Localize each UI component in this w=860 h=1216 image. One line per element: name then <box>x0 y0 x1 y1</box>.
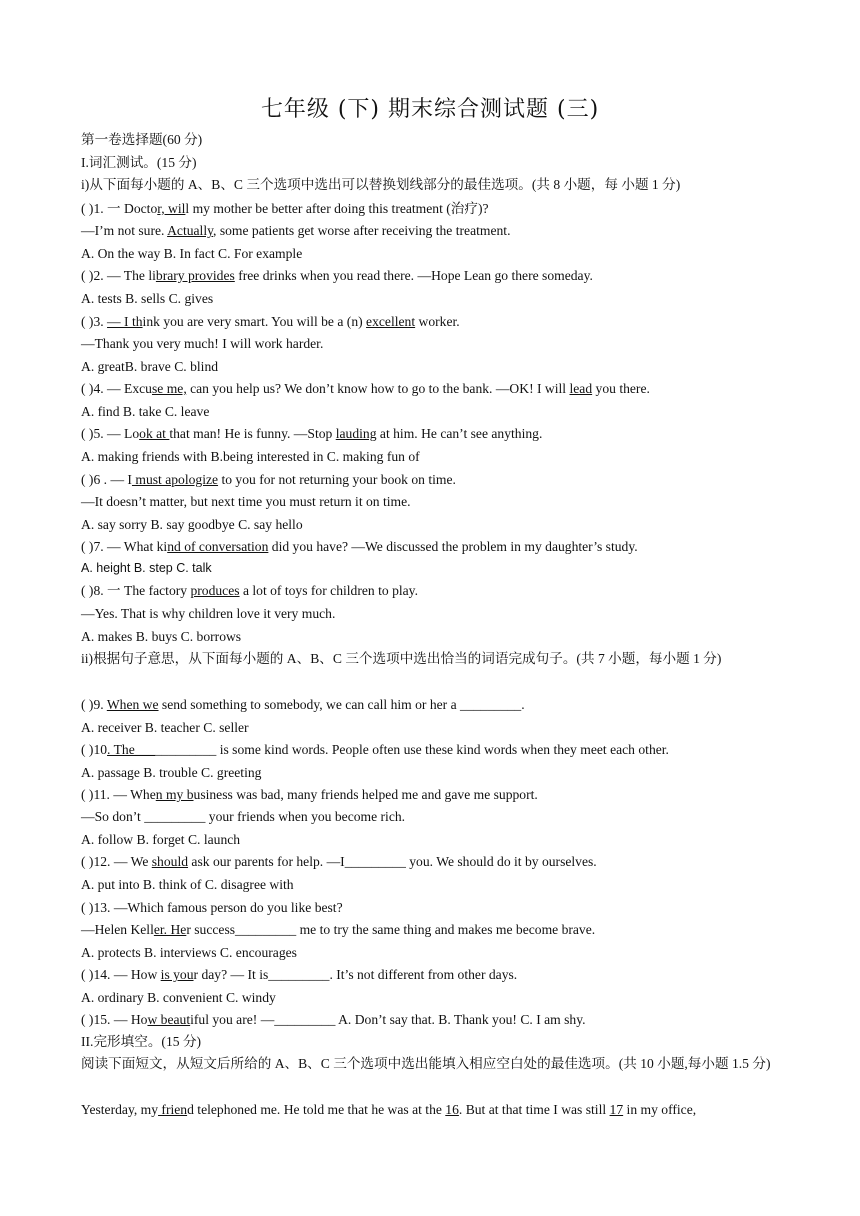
question-text: r success_________ me to try the same thing and makes me become brave. <box>186 922 596 937</box>
question-text: ink you are very smart. You will be a (n) <box>142 314 367 329</box>
question-14 <box>81 966 517 984</box>
question-4 <box>81 380 650 398</box>
question-2 <box>81 267 593 285</box>
question-text: to you for not returning your book on time. <box>218 472 456 487</box>
question-text: you there. <box>592 381 650 396</box>
question-text: l my mother be better after doing this treatment (治疗)? <box>185 201 489 216</box>
part-heading: I.词汇测试。(15 分) <box>81 155 197 170</box>
underline-text: brary provides <box>155 268 235 283</box>
question-1-reply <box>81 222 510 240</box>
question-text: that man! He is funny. —Stop <box>169 426 336 441</box>
question-text: _________ is some kind words. People often use these kind words when they meet each other. <box>155 742 669 757</box>
question-8 <box>81 582 418 600</box>
question-text: send something to somebody, we can call him or her a _________. <box>158 697 525 712</box>
question-11-options: A. follow B. forget C. launch <box>81 832 241 847</box>
question-5-options: A. making friends with B.being interested in C. making fun of <box>81 449 420 464</box>
question-6-reply: —It doesn’t matter, but next time you must return it on time. <box>81 494 411 509</box>
underline-text: — I th <box>107 314 143 329</box>
question-6-options: A. say sorry B. say goodbye C. say hello <box>81 517 303 532</box>
question-text: iful you are! —_________ A. Don’t say that. B. Thank you! C. I am shy. <box>190 1012 586 1027</box>
question-8-options: A. makes B. buys C. borrows <box>81 629 242 644</box>
underline-text: se me, <box>151 381 187 396</box>
section-heading: 第一卷选择题(60 分) <box>81 132 203 147</box>
page-title: 七年级 (下) 期末综合测试题 (三) <box>260 97 600 122</box>
blank-number: 16 <box>445 1102 459 1117</box>
underline-text: n my b <box>155 787 194 802</box>
part-heading: II.完形填空。(15 分) <box>81 1034 202 1049</box>
passage-segment: in my office, <box>623 1102 697 1117</box>
question-10-options: A. passage B. trouble C. greeting <box>81 765 262 780</box>
question-9 <box>81 696 525 714</box>
question-text: ( )2. — The li <box>81 268 156 283</box>
question-text: ( )7. — What ki <box>81 539 168 554</box>
underline-text: r, wil <box>157 201 186 216</box>
question-text: ( )10 <box>81 742 108 757</box>
question-6 <box>81 471 456 489</box>
underline-text: is you <box>160 967 194 982</box>
question-text: ( )9. <box>81 697 107 712</box>
question-1-options: A. On the way B. In fact C. For example <box>81 246 303 261</box>
question-7-options: A. height B. step C. talk <box>81 561 212 575</box>
question-text: ( )4. — Excu <box>81 381 152 396</box>
question-8-reply: —Yes. That is why children love it very much. <box>81 606 336 621</box>
question-text: —I’m not sure. <box>81 223 168 238</box>
question-text: ( )12. — We <box>81 854 152 869</box>
underline-text: must apologize <box>131 472 219 487</box>
underline-text: lauding <box>335 426 377 441</box>
question-text: usiness was bad, many friends helped me and gave me support. <box>193 787 538 802</box>
underline-text: lead <box>569 381 593 396</box>
underline-text: w beaut <box>147 1012 191 1027</box>
question-text: a lot of toys for children to play. <box>239 583 418 598</box>
question-text: ( )3. <box>81 314 108 329</box>
question-text: free drinks when you read there. —Hope Lean go there someday. <box>234 268 593 283</box>
underline-text: ok at <box>139 426 170 441</box>
underline-text: excellent <box>366 314 416 329</box>
question-text: , some patients get worse after receiving the treatment. <box>213 223 511 238</box>
question-text: ( )8. 一 The factory <box>81 583 191 598</box>
question-text: at him. He can’t see anything. <box>376 426 543 441</box>
blank-number: 17 <box>609 1102 624 1117</box>
question-11-reply: —So don’t _________ your friends when you become rich. <box>81 809 406 824</box>
question-9-options: A. receiver B. teacher C. seller <box>81 720 249 735</box>
instructions: ii)根据句子意思，从下面每小题的 A、B、C 三个选项中选出恰当的词语完成句子。(共 7 小题，每小题 1 分) <box>81 651 722 666</box>
question-12 <box>81 853 597 871</box>
question-13-reply <box>81 921 595 939</box>
question-13-options: A. protects B. interviews C. encourages <box>81 945 297 960</box>
question-7 <box>81 538 638 556</box>
instructions: 阅读下面短文，从短文后所给的 A、B、C 三个选项中选出能填入相应空白处的最佳选项。(共 10 小题,每小题 1.5 分) <box>81 1056 771 1071</box>
underline-text: Actually <box>167 223 214 238</box>
question-text: ( )5. — Lo <box>81 426 140 441</box>
question-2-options: A. tests B. sells C. gives <box>81 291 214 306</box>
underline-text: should <box>151 854 189 869</box>
underline-text: produces <box>190 583 240 598</box>
question-text: worker. <box>415 314 460 329</box>
passage-segment: d telephoned me. He told me that he was at the <box>187 1102 446 1117</box>
question-text: ( )6 . — I <box>81 472 132 487</box>
question-text: ( )14. — How <box>81 967 161 982</box>
instructions: i)从下面每小题的 A、B、C 三个选项中选出可以替换划线部分的最佳选项。(共 8 小题，每 小题 1 分) <box>81 177 681 192</box>
underline-text: When we <box>106 697 159 712</box>
underline-text: er. He <box>153 922 187 937</box>
question-text: can you help us? We don’t know how to go to the bank. —OK! I will <box>186 381 570 396</box>
underline-text: nd of conversation <box>167 539 269 554</box>
question-14-options: A. ordinary B. convenient C. windy <box>81 990 276 1005</box>
question-3 <box>81 313 460 331</box>
question-5 <box>81 425 542 443</box>
question-3-reply: —Thank you very much! I will work harder. <box>81 336 324 351</box>
question-text: did you have? —We discussed the problem in my daughter’s study. <box>268 539 638 554</box>
question-text: ask our parents for help. —I_________ you. We should do it by ourselves. <box>188 854 597 869</box>
passage-segment: . But at that time I was still <box>458 1102 610 1117</box>
question-4-options: A. find B. take C. leave <box>81 404 210 419</box>
underline-text: frien <box>158 1102 188 1117</box>
question-1 <box>81 200 489 218</box>
question-12-options: A. put into B. think of C. disagree with <box>81 877 294 892</box>
question-text: r day? — It is_________. It’s not different from other days. <box>193 967 518 982</box>
question-text: ( )11. — Whe <box>81 787 156 802</box>
question-text: ( )15. — Ho <box>81 1012 148 1027</box>
passage-text <box>81 1101 696 1119</box>
question-13: ( )13. —Which famous person do you like best? <box>81 900 343 915</box>
question-text: —Helen Kell <box>81 922 154 937</box>
question-text: ( )1. 一 Docto <box>81 201 158 216</box>
question-15 <box>81 1011 586 1029</box>
question-10 <box>81 741 669 759</box>
question-3-options: A. greatB. brave C. blind <box>81 359 219 374</box>
underline-text: . The___ <box>107 742 156 757</box>
passage-segment: Yesterday, my <box>81 1102 159 1117</box>
question-11 <box>81 786 538 804</box>
